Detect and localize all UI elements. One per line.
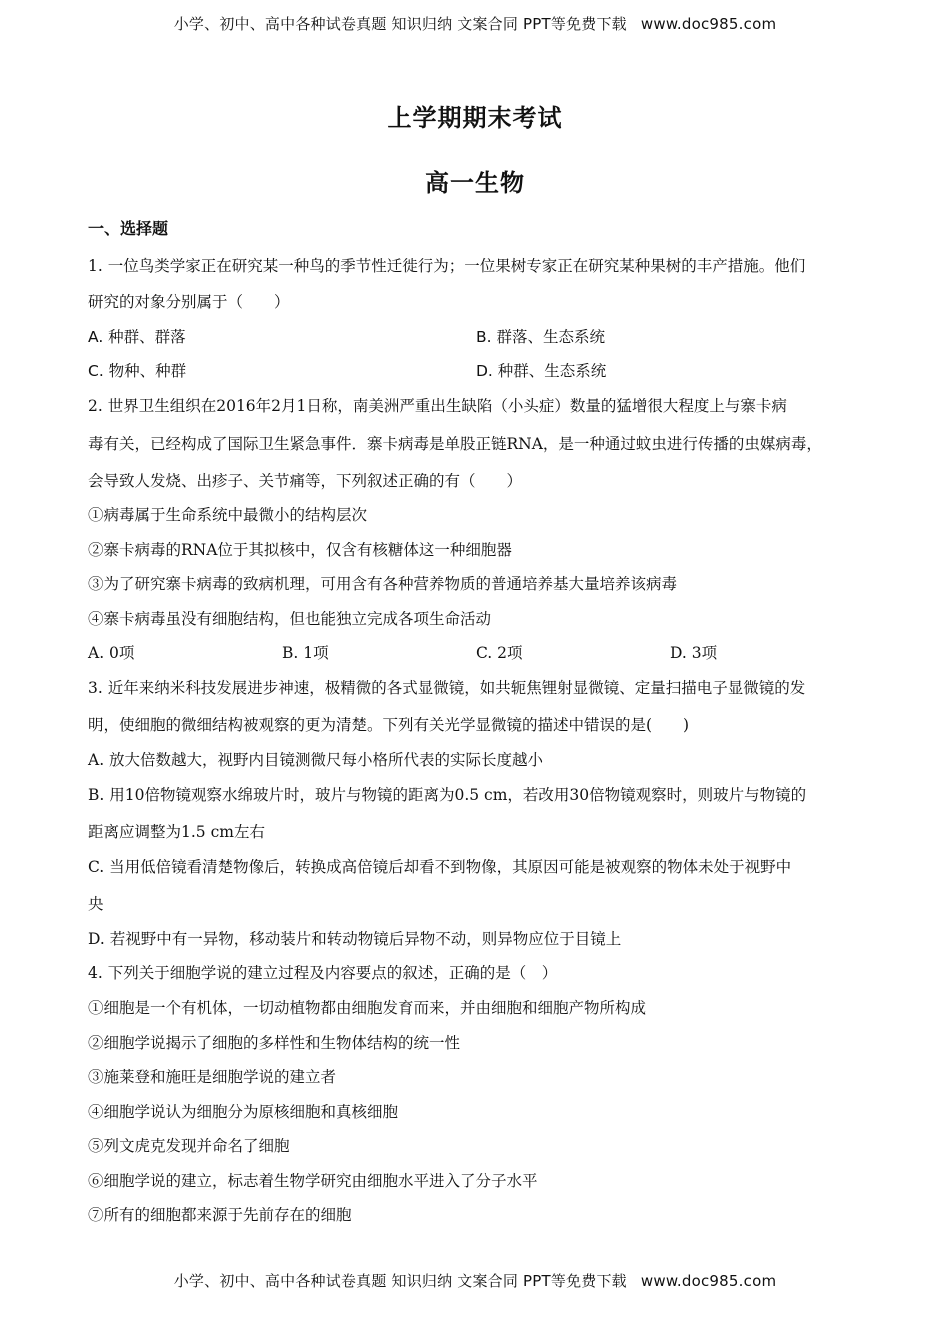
q3-option-c-line1: C. 当用低倍镜看清楚物像后，转换成高倍镜后却看不到物像，其原因可能是被观察的物体未处于视野中 [88, 858, 792, 876]
q2-option-d: D. 3项 [670, 644, 718, 662]
q1-option-d: D. 种群、生态系统 [476, 362, 607, 380]
q1-stem-line2: 研究的对象分别属于（ ） [88, 293, 290, 311]
q2-item-1: ①病毒属于生命系统中最微小的结构层次 [88, 506, 368, 524]
q4-item-1: ①细胞是一个有机体，一切动植物都由细胞发育而来，并由细胞和细胞产物所构成 [88, 999, 647, 1017]
q4-item-3: ③施莱登和施旺是细胞学说的建立者 [88, 1068, 337, 1086]
banner-url[interactable]: www.doc985.com [640, 15, 777, 33]
q4-stem: 4. 下列关于细胞学说的建立过程及内容要点的叙述，正确的是（ ） [88, 964, 558, 982]
q4-item-7: ⑦所有的细胞都来源于先前存在的细胞 [88, 1206, 352, 1224]
q1-stem-line1: 1. 一位鸟类学家正在研究某一种鸟的季节性迁徙行为；一位果树专家正在研究某种果树的丰产措施。他们 [88, 257, 806, 275]
q2-stem-line2: 毒有关，已经构成了国际卫生紧急事件．寨卡病毒是单股正链RNA，是一种通过蚊虫进行传播的虫媒病毒， [88, 435, 822, 453]
q1-option-a: A. 种群、群落 [88, 328, 186, 346]
section-heading: 一、选择题 [88, 219, 169, 238]
q3-option-c-line2: 央 [88, 895, 104, 913]
q4-item-6: ⑥细胞学说的建立，标志着生物学研究由细胞水平进入了分子水平 [88, 1172, 538, 1190]
q3-stem-line2: 明，使细胞的微细结构被观察的更为清楚。下列有关光学显微镜的描述中错误的是( ) [88, 716, 690, 734]
banner-text-bottom: 小学、初中、高中各种试卷真题 知识归纳 文案合同 PPT等免费下载 [173, 1272, 627, 1290]
exam-title: 上学期期末考试 [387, 103, 563, 132]
bottom-banner [0, 1270, 950, 1291]
q4-item-5: ⑤列文虎克发现并命名了细胞 [88, 1137, 290, 1155]
q2-option-a: A. 0项 [88, 644, 135, 662]
exam-subtitle: 高一生物 [425, 168, 525, 197]
q2-option-c: C. 2项 [476, 644, 523, 662]
q1-option-c: C. 物种、种群 [88, 362, 187, 380]
q4-item-2: ②细胞学说揭示了细胞的多样性和生物体结构的统一性 [88, 1034, 461, 1052]
q1-option-b: B. 群落、生态系统 [476, 328, 605, 346]
q3-option-b-line2: 距离应调整为1.5 cm左右 [88, 823, 265, 841]
q2-item-3: ③为了研究寨卡病毒的致病机理，可用含有各种营养物质的普通培养基大量培养该病毒 [88, 575, 678, 593]
q3-option-a: A. 放大倍数越大，视野内目镜测微尺每小格所代表的实际长度越小 [88, 751, 544, 769]
q2-item-2: ②寨卡病毒的RNA位于其拟核中，仅含有核糖体这一种细胞器 [88, 541, 512, 559]
q4-item-4: ④细胞学说认为细胞分为原核细胞和真核细胞 [88, 1103, 399, 1121]
q3-option-d: D. 若视野中有一异物，移动装片和转动物镜后异物不动，则异物应位于目镜上 [88, 930, 622, 948]
q2-stem-line1: 2. 世界卫生组织在2016年2月1日称，南美洲严重出生缺陷（小头症）数量的猛增很大程度上与寨卡病 [88, 397, 787, 415]
q2-item-4: ④寨卡病毒虽没有细胞结构，但也能独立完成各项生命活动 [88, 610, 492, 628]
banner-text: 小学、初中、高中各种试卷真题 知识归纳 文案合同 PPT等免费下载 [173, 15, 627, 33]
q2-stem-line3: 会导致人发烧、出疹子、关节痛等，下列叙述正确的有（ ） [88, 472, 523, 490]
q2-option-b: B. 1项 [282, 644, 329, 662]
top-banner [0, 13, 950, 34]
banner-url-bottom[interactable]: www.doc985.com [640, 1272, 777, 1290]
q3-option-b-line1: B. 用10倍物镜观察水绵玻片时，玻片与物镜的距离为0.5 cm，若改用30倍物镜观察时，则玻片与物镜的 [88, 786, 807, 804]
q3-stem-line1: 3. 近年来纳米科技发展进步神速，极精微的各式显微镜，如共轭焦锂射显微镜、定量扫描电子显微镜的发 [88, 679, 806, 697]
